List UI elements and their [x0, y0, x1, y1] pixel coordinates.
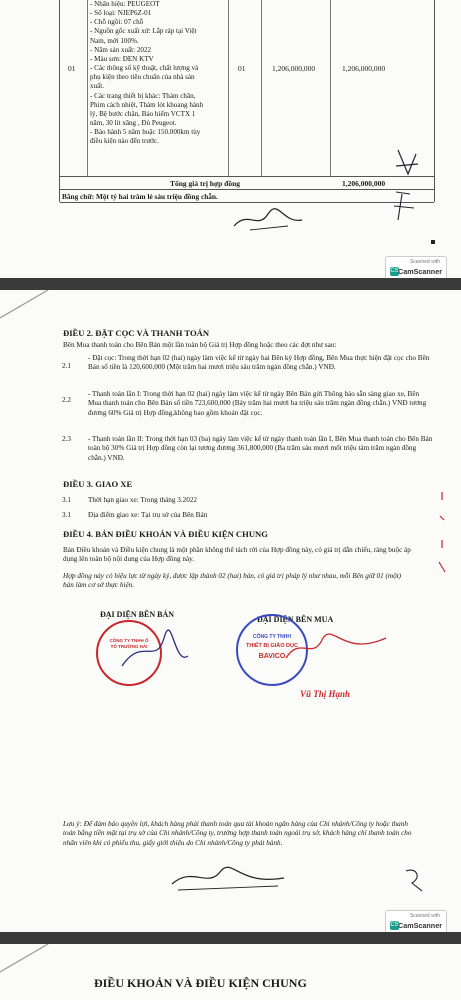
page-corner-icon — [0, 944, 50, 974]
clause-text: Địa điểm giao xe: Tại trụ sở của Bên Bán — [88, 511, 208, 519]
scanner-brand: CamScanner — [398, 921, 442, 930]
spec-line: điều kiện nào đến trước. — [90, 137, 159, 146]
seller-rep-signature-icon — [112, 626, 192, 672]
clause-text: - Thanh toán lần II: Trong thời hạn 03 (ba) ngày làm việc kể từ ngày thanh toán lần I, Bên Mua thanh toán cho Bên Bán toàn bộ 30% Giá trị Hợp đồng còn lại tương đương 361,800,000 (Ba trăm sáu mươi mốt triệu tám trăm ngàn đồng chẵn.) VNĐ. — [88, 435, 433, 462]
initial-mark-icon — [402, 865, 428, 895]
spec-line: năm, 30 lít xăng , Đủ Peugeot. — [90, 119, 177, 128]
margin-marks-icon — [436, 490, 448, 580]
page-corner-icon — [0, 290, 50, 320]
spec-line: - Chỗ ngồi: 07 chỗ — [90, 18, 144, 27]
validity-text: Hợp đồng này có hiệu lực từ ngày ký, được lập thành 02 (hai) bản, có giá trị pháp lý như nhau, mỗi Bên giữ 01 (một) bản làm cơ sở thực hiện. — [63, 572, 402, 590]
clause-text: - Đặt cọc: Trong thời hạn 02 (hai) ngày làm việc kể từ ngày hai Bên ký Hợp đồng, Bên Mua thực hiện đặt cọc cho Bên Bán số tiền là 120,600,000 (Một trăm hai mươi triệu sáu trăm ngàn đồng chẵn.) VNĐ. — [88, 354, 430, 372]
camscanner-logo-icon: CS — [390, 268, 399, 274]
spec-line: - Bảo hành 5 năm hoặc 150.000km tùy — [90, 128, 201, 137]
clause-number: 2.1 — [62, 362, 71, 370]
table-column-divider — [330, 0, 331, 176]
scanner-caption: Scanned with — [409, 913, 440, 919]
buyer-rep-signature-icon — [282, 628, 392, 668]
seller-stamp-text: CÔNG TY TNHH Ô TÔ TRƯỜNG HẢI — [109, 638, 149, 649]
payment-note: Lưu ý: Để đảm bảo quyền lợi, khách hàng phải thanh toán qua tài khoản ngân hàng của Chi nhánh/Công ty hoặc thanh toán bằng tiền mặt tại trụ sở của Chi nhánh/Công ty, trường hợp thanh toán ngoài trụ sở, khách hàng chỉ thanh toán cho nhân viên khi có phiếu thu, giấy giới thiệu do Chi nhánh/Công ty phát hành. — [63, 820, 412, 847]
amount: 1,206,000,000 — [342, 64, 386, 73]
footer-signature-icon — [168, 862, 288, 892]
document-page-2 — [0, 290, 461, 932]
article-4-title: ĐIỀU 4. BẢN ĐIỀU KHOẢN VÀ ĐIỀU KIỆN CHUNG — [63, 529, 268, 539]
clause-number: 2.3 — [62, 435, 71, 443]
clause-2-1 — [62, 354, 433, 373]
spec-line: lý, Bệ bước chân, Bảo hiểm VCTX 1 — [90, 109, 196, 118]
article-4-text: Bản Điều khoản và Điều kiện chung là một phần không thể tách rời của Hợp đồng này, có giá trị dẫn chiếu, ràng buộc áp dụng lên toàn bộ nội dung của Hợp đồng này. — [63, 546, 411, 564]
spec-line: - Số loại: NJEP6Z-01 — [90, 9, 152, 18]
table-column-divider — [261, 0, 262, 176]
table-row-divider — [60, 176, 434, 177]
clause-2-2 — [62, 390, 433, 418]
clause-number: 3.1 — [62, 511, 71, 519]
clause-2-3 — [62, 435, 433, 463]
clause-number: 3.1 — [62, 496, 71, 504]
goods-table — [59, 0, 435, 202]
clause-number: 2.2 — [62, 396, 71, 404]
camscanner-badge — [385, 256, 447, 278]
clause-text: Thời hạn giao xe: Trong tháng 3.2022 — [88, 496, 198, 504]
buyer-representative: ĐẠI DIỆN BÊN MUA — [257, 615, 334, 624]
camscanner-badge — [385, 910, 447, 932]
buyer-stamp-line: CÔNG TY TNHH — [253, 634, 291, 640]
seller-representative: ĐẠI DIỆN BÊN BÁN — [100, 610, 175, 619]
table-row-divider — [60, 189, 434, 190]
vehicle-specs — [90, 0, 232, 147]
document-page-3 — [0, 944, 461, 1000]
scanner-brand: CamScanner — [398, 267, 442, 276]
spec-line: - Các thông số kỹ thuật, chất lượng và — [90, 64, 199, 73]
article-3-title: ĐIỀU 3. GIAO XE — [63, 479, 133, 489]
unit-price: 1,206,000,000 — [272, 64, 316, 73]
quantity: 01 — [238, 64, 246, 73]
seller-signature-icon — [228, 200, 308, 234]
clause-3-2 — [62, 511, 418, 520]
buyer-stamp-line: BAVICO — [258, 653, 286, 660]
scan-dot — [431, 240, 435, 244]
spec-line: xuất. — [90, 82, 104, 91]
initial-mark-icon — [392, 146, 422, 180]
article-2-title: ĐIỀU 2. ĐẶT CỌC VÀ THANH TOÁN — [63, 328, 210, 338]
spec-line: - Nhãn hiệu: PEUGEOT — [90, 0, 160, 8]
clause-3-1 — [62, 496, 418, 505]
spec-line: phụ kiện theo tiêu chuẩn của nhà sản — [90, 73, 195, 82]
spec-line: - Nguồn gốc xuất xứ: Lắp ráp tại Việt — [90, 27, 197, 36]
table-column-divider — [87, 0, 88, 176]
spec-line: Nam, mới 100%. — [90, 36, 139, 45]
amount-in-words: Bằng chữ: Một tỷ hai trăm lẻ sáu triệu đồng chẵn. — [62, 192, 218, 201]
article-2-intro: Bên Mua thanh toán cho Bên Bán một lần toàn bộ Giá trị Hợp đồng hoặc theo các đợt như sau: — [63, 341, 337, 349]
spec-line: - Năm sản xuất: 2022 — [90, 45, 152, 54]
terms-title: ĐIỀU KHOẢN VÀ ĐIỀU KIỆN CHUNG — [94, 976, 307, 990]
scanner-caption: Scanned with — [409, 259, 440, 265]
total-label: Tổng giá trị hợp đồng — [170, 179, 241, 188]
row-number: 01 — [68, 64, 76, 73]
buyer-stamp-line: THIẾT BỊ GIÁO DỤC — [246, 643, 298, 649]
spec-line: Phim cách nhiệt, Thảm lót khoang hành — [90, 100, 204, 109]
spec-line: - Màu sơn: ĐEN KTV — [90, 54, 154, 63]
buyer-name: Vũ Thị Hạnh — [300, 689, 351, 699]
total-value: 1,206,000,000 — [342, 179, 386, 188]
camscanner-logo-icon: CS — [390, 922, 399, 928]
spec-line: - Các trang thiết bị khác: Thảm chân, — [90, 91, 196, 100]
initial-mark-icon — [390, 186, 420, 226]
document-page-1 — [0, 0, 461, 278]
clause-text: - Thanh toán lần I: Trong thời hạn 02 (hai) ngày làm việc kể từ ngày Bên Bán gửi Thông báo sẵn sàng giao xe, Bên Mua thanh toán cho Bên Bán số tiền 723,600,000 (Bảy trăm hai mươi ba triệu sáu trăm ngàn đồng chẵn.) VNĐ tương đương 60% Giá trị Hợp đồng,không bao gồm khoản đặt cọc. — [88, 390, 427, 417]
